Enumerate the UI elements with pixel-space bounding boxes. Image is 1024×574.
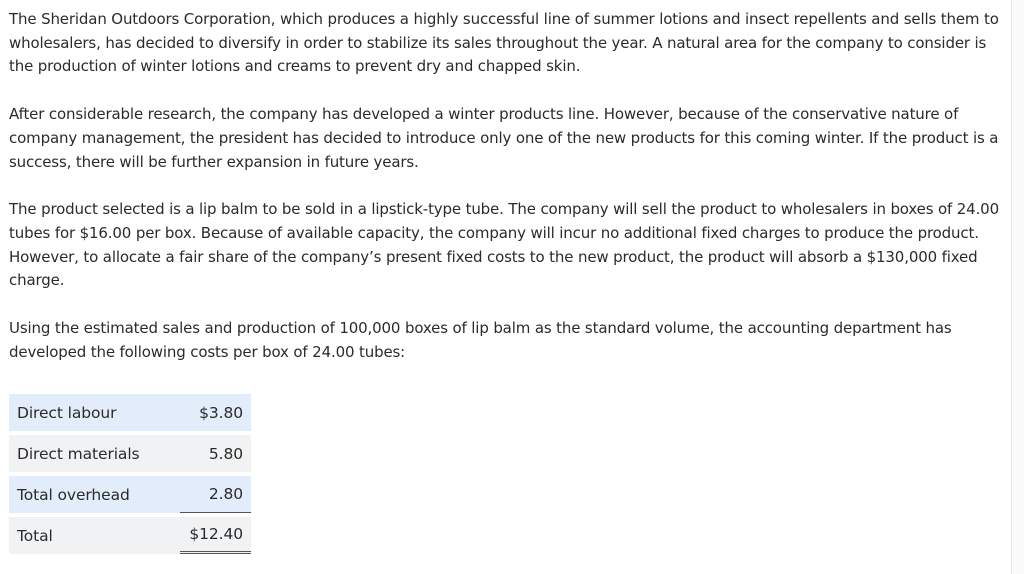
problem-statement: [9, 8, 1001, 554]
paragraph-product: The product selected is a lip balm to be sold in a lipstick-type tube. The company will sell the product to wholesalers in boxes of 24.00 tubes for $16.00 per box. Because of available capacity, the company will incur no additional fixed charges to produce the product. However, to allocate a fair share of the company’s present fixed costs to the new product, the product will absorb a $130,000 fixed charge.: [9, 200, 999, 290]
table-row: [9, 476, 251, 513]
row-label: Total overhead: [9, 476, 180, 513]
total-row: [9, 517, 251, 554]
page-edge-divider: [1011, 0, 1024, 574]
row-value: $3.80: [180, 394, 251, 431]
row-value: 2.80: [180, 476, 251, 513]
total-value: $12.40: [180, 517, 251, 554]
paragraph-standard-volume: Using the estimated sales and production of 100,000 boxes of lip balm as the standard volume, the accounting department has developed the following costs per box of 24.00 tubes:: [9, 319, 952, 361]
paragraph-research: After considerable research, the company has developed a winter products line. However, because of the conservative nature of company management, the president has decided to introduce only one of the new products for this coming winter. If the product is a success, there will be further expansion in future years.: [9, 105, 999, 171]
row-value: 5.80: [180, 435, 251, 472]
paragraph-intro: The Sheridan Outdoors Corporation, which produces a highly successful line of summer lotions and insect repellents and sells them to wholesalers, has decided to diversify in order to stabilize its sales throughout the year. A natural area for the company to consider is the production of winter lotions and creams to prevent dry and chapped skin.: [9, 10, 999, 76]
row-label: Direct materials: [9, 435, 180, 472]
total-label: Total: [9, 517, 180, 554]
cost-per-box-table: [9, 394, 251, 554]
row-label: Direct labour: [9, 394, 180, 431]
table-row: [9, 435, 251, 472]
table-row: [9, 394, 251, 431]
